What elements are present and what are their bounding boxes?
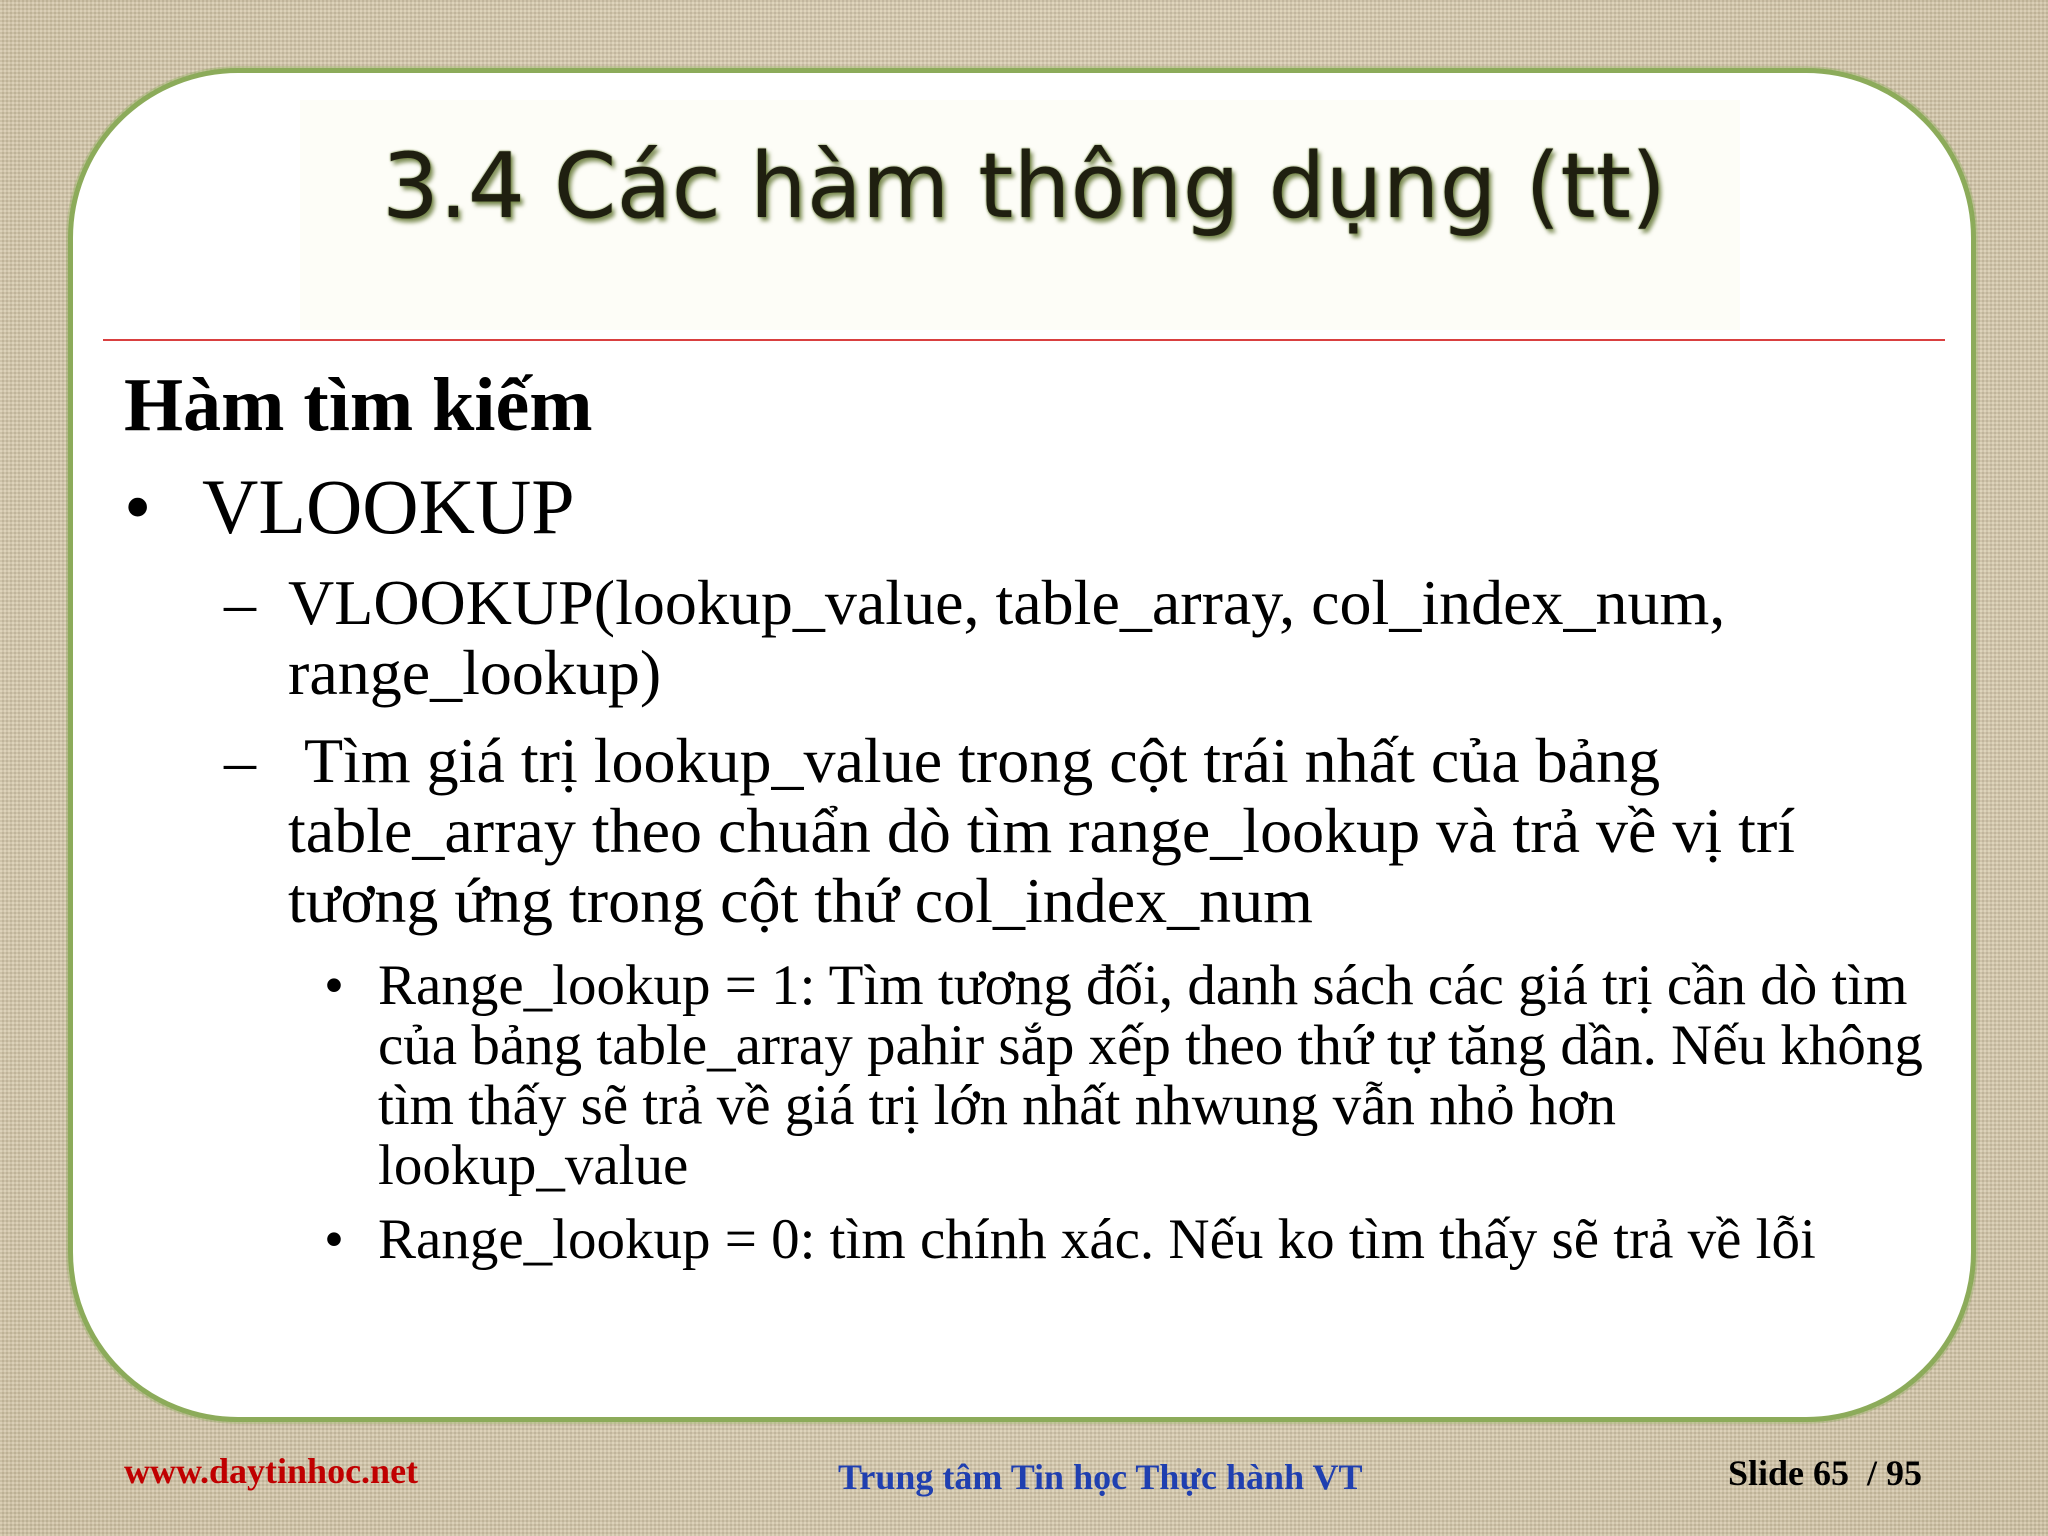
description-text: Tìm giá trị lookup_value trong cột trái nhất của bảng table_array theo chuẩn dò tìm range_lookup và trả về vị trí tương ứng trong cột thứ col_index_num	[288, 725, 1812, 936]
title-divider	[103, 339, 1945, 341]
footer-center-text: Trung tâm Tin học Thực hành VT	[838, 1457, 1363, 1497]
description-item	[224, 726, 1928, 936]
range-lookup-1-item	[324, 956, 1938, 1196]
section-heading: Hàm tìm kiếm	[124, 363, 593, 447]
range-lookup-1-text: Range_lookup = 1: Tìm tương đối, danh sách các giá trị cần dò tìm của bảng table_array pahir sắp xếp theo thứ tự tăng dần. Nếu không tìm thấy sẽ trả về giá trị lớn nhất nhwung vẫn nhỏ hơn lookup_value	[378, 954, 1923, 1197]
range-lookup-0-text: Range_lookup = 0: tìm chính xác. Nếu ko tìm thấy sẽ trả về lỗi	[378, 1208, 1816, 1271]
syntax-text: VLOOKUP(lookup_value, table_array, col_index_num, range_lookup)	[288, 567, 1726, 708]
footer-website: www.daytinhoc.net	[124, 1451, 419, 1491]
slide-title: 3.4 Các hàm thông dụng (tt)	[381, 134, 1667, 239]
slide-number: Slide 65 / 95	[1728, 1453, 1923, 1493]
syntax-item	[224, 568, 1928, 708]
bullet-vlookup	[124, 462, 575, 552]
bullet-mark: •	[124, 463, 152, 550]
range-lookup-0-item	[324, 1210, 1938, 1270]
dot-mark: •	[324, 1208, 344, 1271]
dash-mark: –	[224, 567, 256, 638]
dash-mark: –	[224, 725, 256, 796]
bullet-label: VLOOKUP	[202, 463, 575, 550]
dot-mark: •	[324, 954, 344, 1017]
